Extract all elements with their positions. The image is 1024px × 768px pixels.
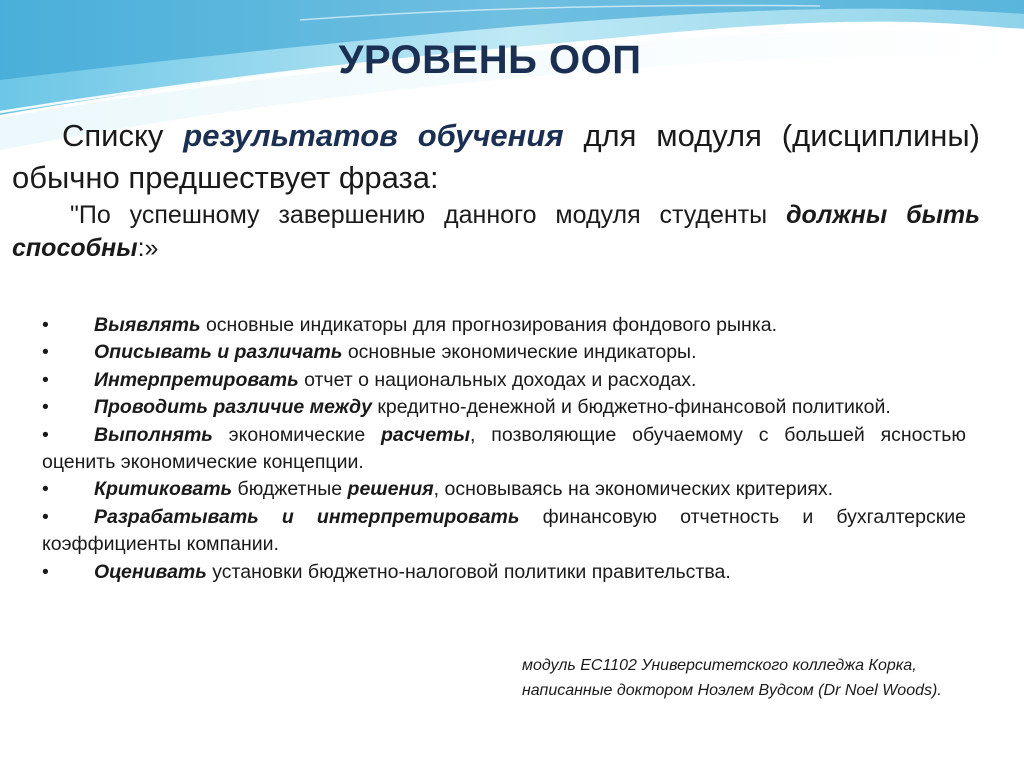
item-verb: Описывать и различать (94, 341, 343, 364)
list-item (42, 559, 966, 586)
list-item (42, 476, 966, 503)
list-item (42, 394, 966, 421)
quote-text-1: "По успешному завершению данного модуля студенты (70, 201, 787, 229)
bullet: • (42, 314, 49, 336)
outcomes-list (42, 312, 966, 586)
item-verb: Критиковать (94, 478, 233, 501)
list-item (42, 504, 966, 559)
quote-paragraph (12, 199, 980, 265)
item-verb: Разрабатывать и интерпретировать (94, 505, 520, 528)
item-text: бюджетные (232, 478, 348, 501)
bullet: • (42, 341, 49, 364)
list-item (42, 312, 966, 339)
item-emphasis: расчеты (380, 423, 471, 446)
item-text-2: , основываясь на экономических критериях. (433, 478, 834, 501)
item-text: кредитно-денежной и бюджетно-финансовой политикой. (371, 396, 891, 419)
intro-text-1: Списку (62, 118, 184, 153)
slide-title: УРОВЕНЬ ООП (338, 38, 642, 82)
item-text: отчет о национальных доходах и расходах. (298, 368, 697, 391)
quote-text-2: :» (137, 234, 159, 262)
item-verb: Оценивать (94, 560, 207, 583)
quote-emphasis: должны быть способны (12, 201, 981, 262)
item-text: установки бюджетно-налоговой политики правительства. (206, 560, 731, 583)
item-emphasis: решения (347, 478, 434, 501)
intro-text-2: для модуля (дисциплины) обычно предшествует фраза: (12, 118, 981, 195)
item-text: финансовую отчетность и бухгалтерские коэффициенты компании. (42, 505, 966, 556)
item-text-2: , позволяющие обучаемому с большей ясностью оценить экономические концепции. (42, 423, 966, 474)
item-verb: Проводить различие между (94, 396, 372, 419)
item-text: экономические (212, 423, 381, 446)
item-verb: Выявлять (94, 314, 201, 336)
bullet: • (42, 560, 49, 583)
bullet: • (42, 368, 49, 391)
item-verb: Интерпретировать (94, 368, 299, 391)
list-item (42, 339, 966, 366)
list-item (42, 422, 966, 477)
list-item (42, 367, 966, 394)
intro-paragraph (12, 115, 980, 199)
item-text: основные экономические индикаторы. (342, 341, 697, 364)
bullet: • (42, 423, 49, 446)
bullet: • (42, 505, 49, 528)
bullet: • (42, 478, 49, 501)
source-credit: модуль EC1102 Университетского колледжа Корка, написанные доктором Ноэлем Вудсом (Dr Noel Woods). (522, 657, 942, 699)
bullet: • (42, 396, 49, 419)
intro-emphasis: результатов обучения (183, 118, 564, 153)
item-text: основные индикаторы для прогнозирования фондового рынка. (200, 314, 778, 336)
item-verb: Выполнять (94, 423, 213, 446)
